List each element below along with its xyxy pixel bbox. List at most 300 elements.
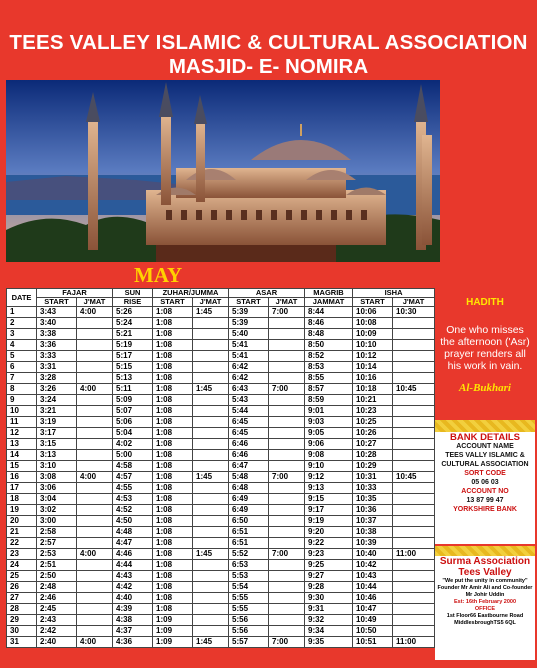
cell-zuhar-start: 1:08 [153,571,193,582]
cell-zuhar-jmat: 1:45 [193,384,229,395]
table-row [7,637,435,648]
hadith-title: HADITH [466,297,504,308]
cell-asar-jmat: 7:00 [269,472,305,483]
cell-asar-start: 6:42 [229,373,269,384]
cell-fajar-jmat [77,450,113,461]
cell-date: 30 [7,626,37,637]
cell-asar-start: 5:43 [229,395,269,406]
cell-asar-jmat [269,395,305,406]
cell-sunrise: 5:17 [113,351,153,362]
cell-zuhar-jmat [193,329,229,340]
cell-asar-jmat [269,560,305,571]
table-row [7,373,435,384]
table-row [7,461,435,472]
cell-isha-jmat [393,494,435,505]
cell-zuhar-start: 1:08 [153,538,193,549]
cell-fajar-start: 3:00 [37,516,77,527]
table-row [7,582,435,593]
cell-zuhar-jmat [193,505,229,516]
cell-asar-jmat [269,483,305,494]
table-row [7,450,435,461]
cell-zuhar-jmat [193,494,229,505]
cell-date: 18 [7,494,37,505]
cell-zuhar-jmat: 1:45 [193,637,229,648]
header-zuhar: ZUHAR/JUMMA [153,289,229,298]
table-row [7,538,435,549]
cell-asar-start: 6:45 [229,417,269,428]
cell-fajar-jmat: 4:00 [77,472,113,483]
cell-zuhar-jmat [193,417,229,428]
cell-magrib-jammat: 9:01 [305,406,353,417]
cell-date: 9 [7,395,37,406]
cell-fajar-jmat [77,626,113,637]
cell-date: 14 [7,450,37,461]
cell-isha-start: 10:31 [353,472,393,483]
cell-zuhar-start: 1:08 [153,505,193,516]
header-isha: ISHA [353,289,435,298]
header-magrib-jammat: JAMMAT [305,298,353,307]
cell-fajar-start: 3:33 [37,351,77,362]
cell-asar-start: 5:55 [229,604,269,615]
header-banner [0,0,537,78]
cell-isha-jmat [393,340,435,351]
cell-date: 23 [7,549,37,560]
cell-date: 1 [7,307,37,318]
table-row [7,571,435,582]
cell-sunrise: 4:47 [113,538,153,549]
decorative-strip [435,420,535,432]
bank-title: BANK DETAILS [449,432,521,443]
cell-isha-jmat [393,395,435,406]
table-row [7,384,435,395]
cell-isha-jmat [393,516,435,527]
cell-isha-start: 10:35 [353,494,393,505]
table-row [7,318,435,329]
cell-fajar-start: 2:58 [37,527,77,538]
cell-magrib-jammat: 8:55 [305,373,353,384]
cell-asar-start: 6:46 [229,439,269,450]
surma-office-label: OFFICE [474,606,496,612]
cell-isha-start: 10:18 [353,384,393,395]
cell-isha-jmat: 10:30 [393,307,435,318]
cell-isha-start: 10:29 [353,461,393,472]
cell-asar-start: 5:48 [229,472,269,483]
cell-fajar-start: 3:08 [37,472,77,483]
cell-asar-start: 5:39 [229,318,269,329]
cell-fajar-start: 2:46 [37,593,77,604]
cell-asar-jmat [269,461,305,472]
cell-date: 10 [7,406,37,417]
cell-zuhar-start: 1:08 [153,307,193,318]
cell-isha-jmat [393,571,435,582]
surma-motto: "We put the unity in community" [442,578,528,584]
surma-title: Surma Association Tees Valley [439,556,531,578]
hadith-source: Al-Bukhari [459,382,511,394]
table-row [7,340,435,351]
cell-isha-jmat [393,626,435,637]
cell-sunrise: 5:09 [113,395,153,406]
cell-sunrise: 4:57 [113,472,153,483]
cell-isha-jmat [393,406,435,417]
cell-asar-start: 6:45 [229,428,269,439]
cell-zuhar-start: 1:08 [153,373,193,384]
table-row [7,593,435,604]
cell-magrib-jammat: 9:35 [305,637,353,648]
cell-asar-start: 5:57 [229,637,269,648]
cell-magrib-jammat: 9:31 [305,604,353,615]
cell-isha-jmat [393,604,435,615]
cell-zuhar-jmat: 1:45 [193,549,229,560]
cell-asar-start: 6:51 [229,538,269,549]
cell-asar-start: 5:52 [229,549,269,560]
cell-asar-start: 5:44 [229,406,269,417]
cell-zuhar-start: 1:08 [153,461,193,472]
cell-asar-start: 5:41 [229,351,269,362]
cell-date: 7 [7,373,37,384]
cell-magrib-jammat: 9:34 [305,626,353,637]
association-title: TEES VALLEY ISLAMIC & CULTURAL ASSOCIATION [9,31,528,54]
cell-zuhar-start: 1:08 [153,450,193,461]
cell-date: 13 [7,439,37,450]
cell-asar-jmat [269,505,305,516]
cell-fajar-start: 2:45 [37,604,77,615]
cell-fajar-jmat [77,615,113,626]
cell-zuhar-start: 1:08 [153,483,193,494]
cell-asar-jmat [269,615,305,626]
cell-sunrise: 5:15 [113,362,153,373]
cell-asar-jmat [269,362,305,373]
cell-asar-start: 5:55 [229,593,269,604]
cell-fajar-start: 3:31 [37,362,77,373]
cell-isha-start: 10:38 [353,527,393,538]
header-fajar-start: START [37,298,77,307]
cell-fajar-start: 3:13 [37,450,77,461]
cell-asar-start: 6:47 [229,461,269,472]
hadith-box [435,292,535,416]
table-row [7,417,435,428]
cell-isha-jmat [393,593,435,604]
cell-asar-start: 6:48 [229,483,269,494]
month-band [0,262,440,288]
cell-asar-jmat [269,373,305,384]
cell-fajar-jmat [77,560,113,571]
timetable-body [7,307,435,648]
cell-isha-start: 10:08 [353,318,393,329]
cell-date: 17 [7,483,37,494]
mosque-photo [6,80,440,262]
cell-magrib-jammat: 9:05 [305,428,353,439]
header-zuhar-start: START [153,298,193,307]
table-row [7,505,435,516]
cell-zuhar-jmat [193,571,229,582]
cell-zuhar-jmat [193,538,229,549]
cell-isha-jmat [393,582,435,593]
cell-zuhar-start: 1:08 [153,582,193,593]
cell-fajar-jmat [77,406,113,417]
cell-zuhar-start: 1:08 [153,340,193,351]
cell-sunrise: 4:58 [113,461,153,472]
cell-fajar-start: 3:17 [37,428,77,439]
cell-date: 6 [7,362,37,373]
cell-asar-jmat: 7:00 [269,549,305,560]
cell-fajar-jmat [77,527,113,538]
cell-magrib-jammat: 9:30 [305,593,353,604]
cell-fajar-start: 3:43 [37,307,77,318]
cell-sunrise: 5:11 [113,384,153,395]
cell-isha-start: 10:46 [353,593,393,604]
cell-fajar-start: 3:28 [37,373,77,384]
cell-isha-start: 10:39 [353,538,393,549]
cell-fajar-start: 2:53 [37,549,77,560]
table-row [7,439,435,450]
cell-isha-jmat [393,373,435,384]
cell-asar-jmat [269,417,305,428]
cell-isha-start: 10:51 [353,637,393,648]
account-no-label: ACCOUNT NO [461,488,509,495]
cell-asar-jmat [269,439,305,450]
cell-sunrise: 4:37 [113,626,153,637]
cell-zuhar-jmat [193,406,229,417]
cell-asar-jmat: 7:00 [269,637,305,648]
cell-isha-jmat [393,362,435,373]
cell-zuhar-jmat [193,582,229,593]
cell-zuhar-start: 1:09 [153,637,193,648]
table-row [7,329,435,340]
cell-magrib-jammat: 8:46 [305,318,353,329]
cell-fajar-start: 3:38 [37,329,77,340]
cell-zuhar-start: 1:08 [153,329,193,340]
cell-asar-start: 6:46 [229,450,269,461]
cell-zuhar-jmat: 1:45 [193,472,229,483]
cell-isha-jmat: 10:45 [393,384,435,395]
cell-zuhar-start: 1:08 [153,593,193,604]
cell-asar-start: 6:53 [229,560,269,571]
cell-zuhar-start: 1:08 [153,362,193,373]
cell-fajar-jmat [77,538,113,549]
cell-fajar-start: 3:02 [37,505,77,516]
cell-date: 4 [7,340,37,351]
cell-fajar-start: 2:43 [37,615,77,626]
cell-fajar-start: 2:50 [37,571,77,582]
cell-date: 3 [7,329,37,340]
cell-asar-jmat [269,593,305,604]
cell-fajar-jmat: 4:00 [77,549,113,560]
bank-details-box [435,420,535,544]
cell-zuhar-start: 1:08 [153,527,193,538]
cell-isha-start: 10:43 [353,571,393,582]
cell-sunrise: 5:04 [113,428,153,439]
cell-sunrise: 5:19 [113,340,153,351]
cell-fajar-start: 3:04 [37,494,77,505]
header-magrib: MAGRIB [305,289,353,298]
cell-zuhar-start: 1:08 [153,406,193,417]
cell-isha-jmat [393,461,435,472]
cell-asar-jmat [269,494,305,505]
cell-sunrise: 4:43 [113,571,153,582]
cell-date: 2 [7,318,37,329]
cell-date: 16 [7,472,37,483]
cell-fajar-jmat [77,582,113,593]
table-row [7,615,435,626]
cell-zuhar-jmat [193,516,229,527]
table-row [7,395,435,406]
cell-date: 25 [7,571,37,582]
surma-established: Est: 16th February 2000 [453,599,517,605]
decorative-strip [435,546,535,556]
cell-zuhar-start: 1:08 [153,494,193,505]
cell-magrib-jammat: 8:59 [305,395,353,406]
cell-magrib-jammat: 9:27 [305,571,353,582]
header-date: DATE [7,289,37,307]
cell-date: 5 [7,351,37,362]
cell-isha-start: 10:14 [353,362,393,373]
account-name-label: ACCOUNT NAME [456,443,514,450]
cell-fajar-start: 2:51 [37,560,77,571]
cell-zuhar-start: 1:08 [153,318,193,329]
cell-asar-start: 6:49 [229,505,269,516]
cell-asar-jmat [269,516,305,527]
cell-date: 8 [7,384,37,395]
cell-fajar-jmat [77,461,113,472]
cell-zuhar-start: 1:09 [153,615,193,626]
cell-sunrise: 4:53 [113,494,153,505]
cell-isha-jmat [393,428,435,439]
cell-asar-start: 5:39 [229,307,269,318]
cell-magrib-jammat: 9:20 [305,527,353,538]
cell-asar-jmat [269,571,305,582]
cell-asar-start: 5:41 [229,340,269,351]
table-row [7,406,435,417]
header-isha-jmat: J'MAT [393,298,435,307]
cell-zuhar-jmat [193,560,229,571]
cell-isha-jmat [393,505,435,516]
cell-magrib-jammat: 9:12 [305,472,353,483]
cell-asar-start: 6:49 [229,494,269,505]
cell-asar-start: 6:51 [229,527,269,538]
cell-isha-start: 10:16 [353,373,393,384]
cell-asar-jmat [269,329,305,340]
cell-fajar-start: 3:26 [37,384,77,395]
header-zuhar-jmat: J'MAT [193,298,229,307]
table-row [7,472,435,483]
cell-fajar-jmat [77,417,113,428]
cell-magrib-jammat: 8:44 [305,307,353,318]
cell-isha-start: 10:10 [353,340,393,351]
surma-address: 1st Floor66 Eastbourne Road MiddlesbroughTS5 6QL [446,613,524,626]
cell-isha-jmat [393,351,435,362]
table-row [7,351,435,362]
cell-isha-jmat: 11:00 [393,637,435,648]
cell-fajar-jmat [77,362,113,373]
table-row [7,483,435,494]
cell-fajar-start: 2:57 [37,538,77,549]
cell-zuhar-jmat [193,593,229,604]
cell-isha-start: 10:28 [353,450,393,461]
cell-isha-start: 10:23 [353,406,393,417]
cell-isha-start: 10:21 [353,395,393,406]
cell-zuhar-jmat [193,626,229,637]
cell-magrib-jammat: 8:48 [305,329,353,340]
cell-zuhar-start: 1:08 [153,417,193,428]
cell-isha-jmat [393,538,435,549]
cell-date: 12 [7,428,37,439]
cell-fajar-start: 3:15 [37,439,77,450]
cell-asar-start: 6:50 [229,516,269,527]
table-row [7,626,435,637]
cell-zuhar-jmat [193,373,229,384]
cell-zuhar-jmat [193,340,229,351]
cell-isha-start: 10:25 [353,417,393,428]
cell-sunrise: 5:00 [113,450,153,461]
cell-fajar-jmat [77,373,113,384]
cell-fajar-jmat [77,439,113,450]
cell-magrib-jammat: 8:53 [305,362,353,373]
cell-magrib-jammat: 9:25 [305,560,353,571]
bank-name: YORKSHIRE BANK [453,506,517,513]
cell-fajar-jmat [77,395,113,406]
cell-fajar-jmat [77,571,113,582]
header-asar-start: START [229,298,269,307]
cell-asar-jmat [269,428,305,439]
cell-magrib-jammat: 9:17 [305,505,353,516]
cell-asar-jmat [269,538,305,549]
cell-zuhar-start: 1:08 [153,604,193,615]
cell-isha-jmat [393,329,435,340]
cell-asar-jmat [269,450,305,461]
cell-magrib-jammat: 9:22 [305,538,353,549]
cell-fajar-start: 3:24 [37,395,77,406]
cell-asar-start: 5:54 [229,582,269,593]
cell-fajar-jmat [77,483,113,494]
cell-asar-jmat [269,318,305,329]
cell-fajar-start: 2:48 [37,582,77,593]
cell-sunrise: 4:38 [113,615,153,626]
table-row [7,494,435,505]
header-fajar: FAJAR [37,289,113,298]
cell-zuhar-start: 1:09 [153,626,193,637]
cell-fajar-jmat [77,604,113,615]
hadith-text: One who misses the afternoon ('Asr) prayer renders all his work in vain. [440,324,530,372]
header-sun: SUN [113,289,153,298]
cell-sunrise: 4:48 [113,527,153,538]
cell-sunrise: 5:13 [113,373,153,384]
cell-zuhar-start: 1:08 [153,516,193,527]
cell-sunrise: 5:24 [113,318,153,329]
cell-isha-start: 10:33 [353,483,393,494]
cell-asar-jmat: 7:00 [269,384,305,395]
cell-magrib-jammat: 9:10 [305,461,353,472]
cell-isha-start: 10:26 [353,428,393,439]
cell-isha-start: 10:36 [353,505,393,516]
prayer-timetable [6,288,435,648]
cell-date: 27 [7,593,37,604]
month-title: MAY [134,263,183,287]
header-fajar-jmat: J'MAT [77,298,113,307]
cell-isha-start: 10:09 [353,329,393,340]
cell-zuhar-start: 1:08 [153,351,193,362]
cell-isha-start: 10:37 [353,516,393,527]
cell-magrib-jammat: 9:08 [305,450,353,461]
header-rise: RISE [113,298,153,307]
cell-isha-start: 10:12 [353,351,393,362]
cell-zuhar-jmat [193,318,229,329]
cell-asar-start: 6:42 [229,362,269,373]
cell-fajar-jmat [77,329,113,340]
cell-isha-start: 10:27 [353,439,393,450]
header-isha-start: START [353,298,393,307]
cell-magrib-jammat: 9:28 [305,582,353,593]
cell-isha-jmat [393,560,435,571]
